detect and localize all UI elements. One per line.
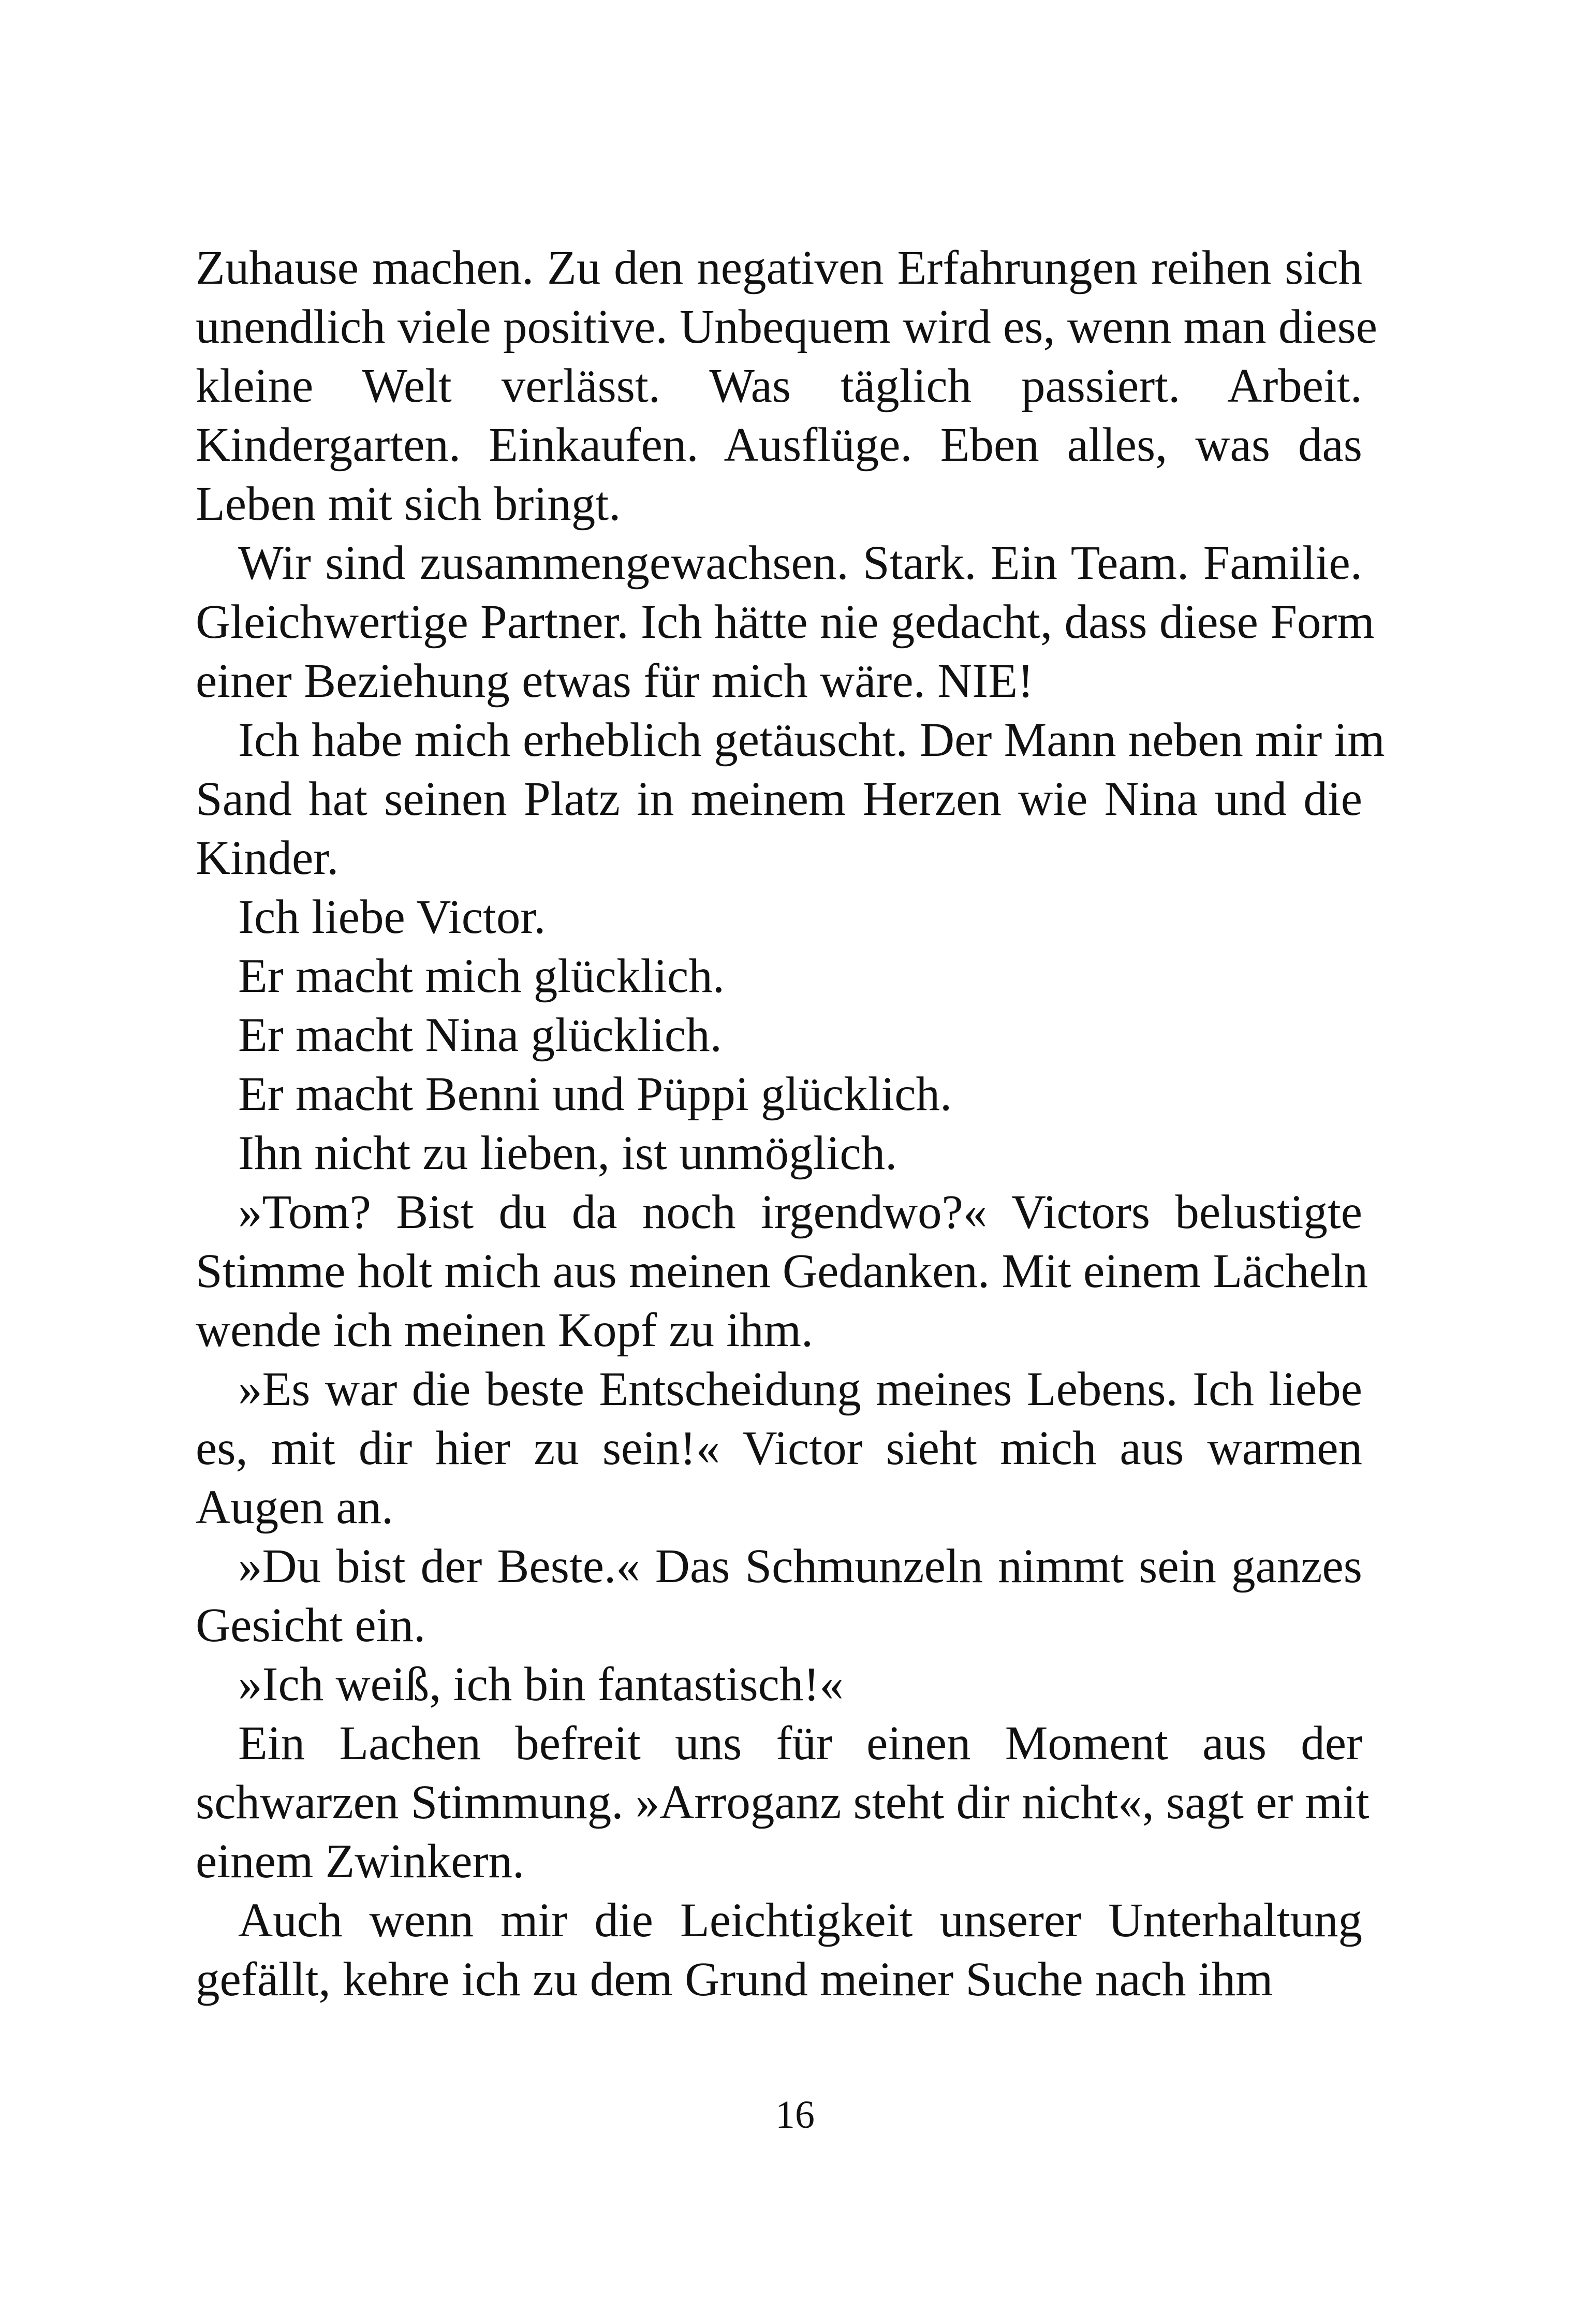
body-text (196, 239, 1385, 2009)
paragraph (196, 534, 1375, 711)
paragraph (196, 711, 1385, 888)
text-line: gefällt, kehre ich zu dem Grund meiner Suche nach ihm (196, 1953, 1273, 2006)
text-line: Er macht Benni und Püppi glücklich. (238, 1068, 952, 1121)
text-line: Er macht Nina glücklich. (238, 1008, 722, 1062)
text-line: Ich habe mich erheblich getäuscht. Der Mann neben mir im (238, 713, 1385, 767)
text-line: »Es war die beste Entscheidung meines Lebens. Ich liebe (238, 1363, 1362, 1416)
text-line: »Ich weiß, ich bin fantastisch!« (238, 1658, 844, 1711)
text-line: Stimme holt mich aus meinen Gedanken. Mit einem Lächeln (196, 1245, 1368, 1298)
paragraph (196, 1714, 1370, 1891)
text-line: Augen an. (196, 1481, 394, 1534)
paragraph (196, 1006, 1362, 1065)
paragraph (196, 1360, 1362, 1537)
paragraph (196, 1655, 1362, 1714)
text-line: »Du bist der Beste.« Das Schmunzeln nimmt sein ganzes (238, 1540, 1362, 1593)
text-line: Wir sind zusammengewachsen. Stark. Ein Team. Familie. (238, 536, 1362, 590)
text-line: schwarzen Stimmung. »Arroganz steht dir nicht«, sagt er mit (196, 1776, 1370, 1829)
text-line: es, mit dir hier zu sein!« Victor sieht mich aus warmen (196, 1422, 1362, 1475)
text-line: Kindergarten. Einkaufen. Ausflüge. Eben alles, was das (196, 418, 1362, 472)
text-line: Ein Lachen befreit uns für einen Moment aus der (238, 1717, 1362, 1770)
text-line: Kinder. (196, 831, 339, 885)
text-line: unendlich viele positive. Unbequem wird es, wenn man diese (196, 300, 1378, 354)
paragraph (196, 1891, 1362, 2009)
text-line: Auch wenn mir die Leichtigkeit unserer Unterhaltung (238, 1894, 1362, 1947)
text-line: einer Beziehung etwas für mich wäre. NIE! (196, 654, 1034, 708)
text-line: Gesicht ein. (196, 1599, 426, 1652)
text-line: Ihn nicht zu lieben, ist unmöglich. (238, 1127, 897, 1180)
text-line: »Tom? Bist du da noch irgendwo?« Victors belustigte (238, 1186, 1362, 1239)
text-line: kleine Welt verlässt. Was täglich passiert. Arbeit. (196, 359, 1362, 413)
text-line: Gleichwertige Partner. Ich hätte nie gedacht, dass diese Form (196, 595, 1375, 649)
text-line: Ich liebe Victor. (238, 890, 546, 944)
text-line: wende ich meinen Kopf zu ihm. (196, 1304, 814, 1357)
paragraph (196, 1183, 1368, 1360)
paragraph (196, 1124, 1362, 1183)
text-line: einem Zwinkern. (196, 1835, 525, 1888)
paragraph (196, 1065, 1362, 1124)
text-line: Er macht mich glücklich. (238, 949, 725, 1003)
text-line: Leben mit sich bringt. (196, 477, 621, 531)
text-line: Sand hat seinen Platz in meinem Herzen wie Nina und die (196, 772, 1362, 826)
paragraph (196, 1537, 1362, 1655)
paragraph (196, 947, 1362, 1006)
page-number: 16 (775, 2093, 815, 2137)
paragraph (196, 239, 1378, 534)
text-line: Zuhause machen. Zu den negativen Erfahrungen reihen sich (196, 241, 1362, 295)
paragraph (196, 888, 1362, 947)
